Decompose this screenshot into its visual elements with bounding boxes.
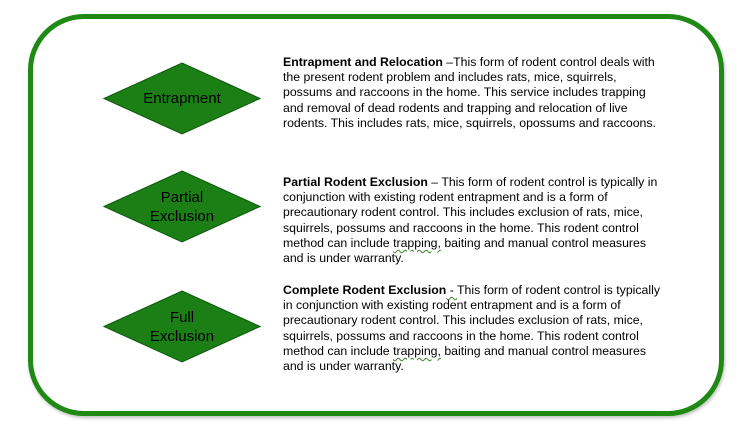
diamond-label-line: Full (169, 308, 195, 326)
description-title: Complete Rodent Exclusion (283, 283, 447, 297)
description-body: This form of rodent control deals with the present rodent problem and includes rats, mice, squirrels, possums and raccoons in the home. This service includes trapping and removal of dead rodents and trapping and relocation of live rodents. This includes rats, mice, squirrels, opossums and raccoons. (283, 55, 656, 130)
description-partial-exclusion (283, 175, 667, 266)
description-body-end: baiting and manual control measures and is under warranty. (283, 235, 646, 266)
description-title: Partial Rodent Exclusion (283, 175, 428, 189)
description-body-end: baiting and manual control measures and is under warranty. (283, 343, 646, 374)
description-entrapment (283, 55, 667, 131)
diamond-label-line: Exclusion (149, 327, 215, 345)
title-separator: – (427, 175, 442, 189)
description-full-exclusion (283, 283, 667, 374)
title-separator: - (446, 283, 458, 297)
diamond-label-line: Entrapment (143, 90, 221, 107)
diamond-full-exclusion (103, 290, 261, 363)
spellcheck-marked-word: trapping, (393, 235, 441, 250)
spellcheck-marked-word: trapping, (393, 343, 441, 358)
description-body: This form of rodent control is typically in conjunction with existing rodent entrapment and is a form of precautionary rodent control. This includes exclusion of rats, mice, squirrels, possums and raccoons in the home. This rodent control method can include (283, 283, 660, 358)
diamond-label (103, 62, 261, 135)
diamond-label-line: Partial (160, 188, 204, 206)
diamond-label (103, 170, 261, 243)
diamond-label-line: Exclusion (149, 207, 215, 225)
diamond-label (103, 290, 261, 363)
diamond-entrapment (103, 62, 261, 135)
diamond-partial-exclusion (103, 170, 261, 243)
title-separator: – (442, 55, 454, 69)
description-title: Entrapment and Relocation (283, 55, 443, 69)
description-body: This form of rodent control is typically in conjunction with existing rodent entrapment and is a form of precautionary rodent control. This includes exclusion of rats, mice, squirrels, possums and raccoons in the home. This rodent control method can include (283, 175, 658, 250)
